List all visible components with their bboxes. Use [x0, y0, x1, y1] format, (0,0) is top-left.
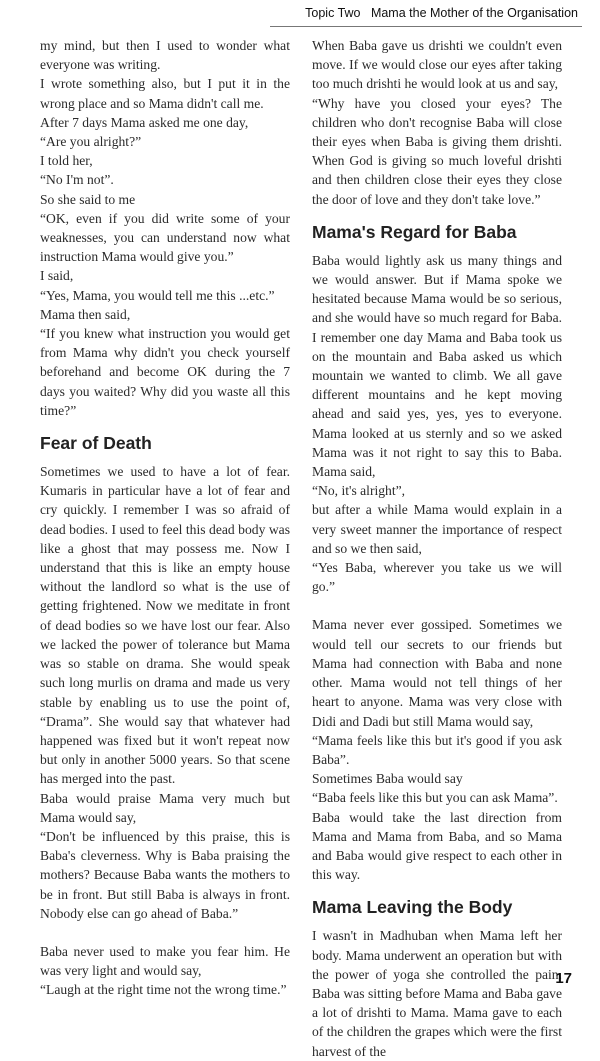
body-paragraph: So she said to me [40, 191, 136, 207]
body-paragraph: Baba would praise Mama very much but Mama would say, [40, 790, 290, 825]
body-paragraph: I told her, [40, 153, 93, 169]
header-topic: Topic Two [305, 6, 361, 20]
body-paragraph: Baba would lightly ask us many things and we would answer. But if Mama spoke we hesitated because Mama would be so serious, and she would have so much regard for Baba. I remember one day Mama and Baba took us on the mountain and Baba asked us which mountain we wanted to climb. We all gave different mountains and he kept moving ahead and said yes, yes, yes to everyone. Mama looked at us sternly and so we asked Mama was it not right to say this to Baba. Mama said, [312, 252, 562, 480]
body-paragraph: I said, [40, 268, 74, 284]
body-paragraph: “Mama feels like this but it's good if you ask Baba”. [312, 732, 562, 767]
left-column [40, 36, 290, 1000]
body-paragraph: “Yes Baba, wherever you take us we will go.” [312, 560, 562, 595]
body-paragraph: “No I'm not”. [40, 172, 114, 188]
body-paragraph: Baba would take the last direction from Mama and Mama from Baba, and so Mama and Baba would give respect to each other in this way. [312, 809, 562, 883]
body-paragraph: When Baba gave us drishti we couldn't even move. If we would close our eyes after taking too much drishti he would look at us and say, [312, 38, 562, 92]
body-paragraph: Baba never used to make you fear him. He was very light and would say, [40, 943, 290, 979]
body-paragraph: Sometimes we used to have a lot of fear. Kumaris in particular have a lot of fear and cry quickly. I remember I was so afraid of dead bodies. I used to feel this dead body was like a ghost that may possess me. Now I understand that this is like an empty house without the landlord so what is the use of getting frightened. Now we meditate in front of dead bodies so we have lost our fear. Also we lacked the power of tolerance but Mama was so stable on drama. She would speak such long murlis on drama and made us very stable by enabling us to use the point of, “Drama”. She would say that whatever had happened was fixed but it won't repeat now but only in another 5000 years. So that scene has merged into the past. [40, 464, 290, 787]
body-paragraph: I wrote something also, but I put it in the wrong place and so Mama didn't call me. [40, 76, 290, 111]
body-paragraph: “Laugh at the right time not the wrong time.” [40, 982, 287, 998]
page-number: 17 [555, 970, 572, 987]
body-paragraph: I wasn't in Madhuban when Mama left her body. Mama underwent an operation but with the power of yoga she controlled the pain. Baba was sitting before Mama and Baba gave a lot of drishti to Mama. Mama gave to each of the children the grapes which were the first harvest of the [312, 928, 562, 1059]
body-paragraph: “OK, even if you did write some of your weaknesses, you can understand now what instruction Mama would give you.” [40, 210, 290, 265]
section-heading: Mama's Regard for Baba [312, 221, 517, 242]
body-paragraph: Mama never ever gossiped. Sometimes we would tell our secrets to our friends but Mama had connection with Baba and none other. Mama would not tell things of her heart to anyone. Mama was very close with Didi and Dadi but still Mama would say, [312, 617, 562, 729]
body-paragraph: After 7 days Mama asked me one day, [40, 114, 249, 130]
body-paragraph: “Yes, Mama, you would tell me this ...etc.” [40, 287, 275, 303]
body-paragraph: “No, it's alright”, [312, 483, 406, 499]
right-column [312, 36, 562, 1061]
header-title: Mama the Mother of the Organisation [370, 6, 578, 20]
running-header [305, 6, 578, 20]
body-paragraph: “Baba feels like this but you can ask Mama”. [312, 790, 558, 806]
body-paragraph: but after a while Mama would explain in a very sweet manner the importance of respect and so we then said, [312, 502, 562, 556]
section-heading: Mama Leaving the Body [312, 897, 513, 918]
body-paragraph: my mind, but then I used to wonder what everyone was writing. [40, 38, 290, 73]
body-paragraph: “Why have you closed your eyes? The children who don't recognise Baba will close their eyes when Baba is giving them drishti. When God is giving so much loveful drishti and then children close their eyes they close the door of love and they don't take love.” [312, 95, 562, 207]
body-paragraph: “If you knew what instruction you would get from Mama why didn't you check yourself beforehand and become OK during the 7 days you waited? Why did you waste all this time?” [40, 326, 290, 418]
body-paragraph: “Are you alright?” [40, 134, 142, 150]
section-heading: Fear of Death [40, 433, 152, 454]
header-rule [270, 26, 582, 27]
body-paragraph: “Don't be influenced by this praise, this is Baba's cleverness. Why is Baba praising the mothers? Because Baba wants the mothers to be in front. But still Baba is always in front. Nobody else can go ahead of Baba.” [40, 828, 290, 921]
body-paragraph: Mama then said, [40, 306, 131, 322]
body-paragraph: Sometimes Baba would say [312, 771, 463, 787]
